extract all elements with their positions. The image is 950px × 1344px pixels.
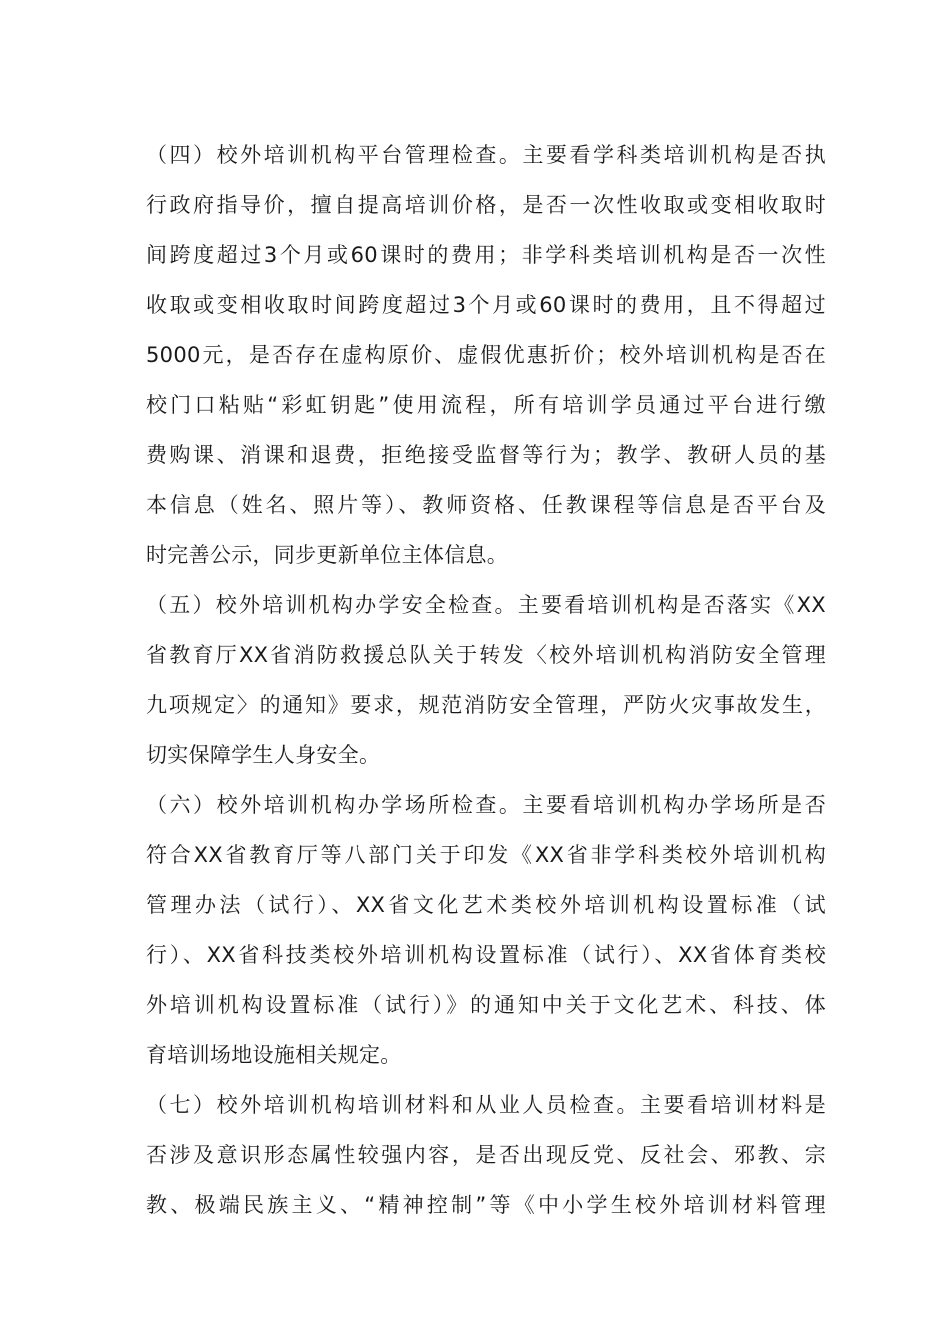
text-line: 外培训机构设置标准（试行）》的通知中关于文化艺术、科技、体 bbox=[146, 993, 826, 1017]
text-line: 符合XX省教育厅等八部门关于印发《XX省非学科类校外培训机构 bbox=[146, 843, 826, 867]
text-line: 切实保障学生人身安全。 bbox=[146, 743, 381, 767]
text-line: 教、极端民族主义、“精神控制”等《中小学生校外培训材料管理 bbox=[146, 1193, 826, 1217]
text-line: （七）校外培训机构培训材料和从业人员检查。主要看培训材料是 bbox=[146, 1093, 826, 1117]
text-line: （六）校外培训机构办学场所检查。主要看培训机构办学场所是否 bbox=[146, 793, 826, 817]
text-line: 时完善公示，同步更新单位主体信息。 bbox=[146, 543, 509, 567]
document-body bbox=[146, 130, 826, 1230]
text-line: 校门口粘贴“彩虹钥匙”使用流程，所有培训学员通过平台进行缴 bbox=[146, 393, 826, 417]
text-line: （五）校外培训机构办学安全检查。主要看培训机构是否落实《XX bbox=[146, 593, 826, 617]
text-line: 间跨度超过3个月或60课时的费用；非学科类培训机构是否一次性 bbox=[146, 243, 826, 267]
text-line: 省教育厅XX省消防救援总队关于转发〈校外培训机构消防安全管理 bbox=[146, 643, 826, 667]
text-line: 管理办法（试行）、XX省文化艺术类校外培训机构设置标准（试 bbox=[146, 893, 826, 917]
text-line: 5000元，是否存在虚构原价、虚假优惠折价；校外培训机构是否在 bbox=[146, 343, 826, 367]
text-line: 费购课、消课和退费，拒绝接受监督等行为；教学、教研人员的基 bbox=[146, 443, 826, 467]
text-line: 本信息（姓名、照片等）、教师资格、任教课程等信息是否平台及 bbox=[146, 493, 826, 517]
text-line: 九项规定〉的通知》要求，规范消防安全管理，严防火灾事故发生， bbox=[146, 693, 826, 717]
text-line: 收取或变相收取时间跨度超过3个月或60课时的费用，且不得超过 bbox=[146, 293, 826, 317]
text-line: 育培训场地设施相关规定。 bbox=[146, 1043, 402, 1067]
text-line: （四）校外培训机构平台管理检查。主要看学科类培训机构是否执 bbox=[146, 143, 826, 167]
text-line: 否涉及意识形态属性较强内容，是否出现反党、反社会、邪教、宗 bbox=[146, 1143, 826, 1167]
text-line: 行政府指导价，擅自提高培训价格，是否一次性收取或变相收取时 bbox=[146, 193, 826, 217]
text-line: 行）、XX省科技类校外培训机构设置标准（试行）、XX省体育类校 bbox=[146, 943, 826, 967]
